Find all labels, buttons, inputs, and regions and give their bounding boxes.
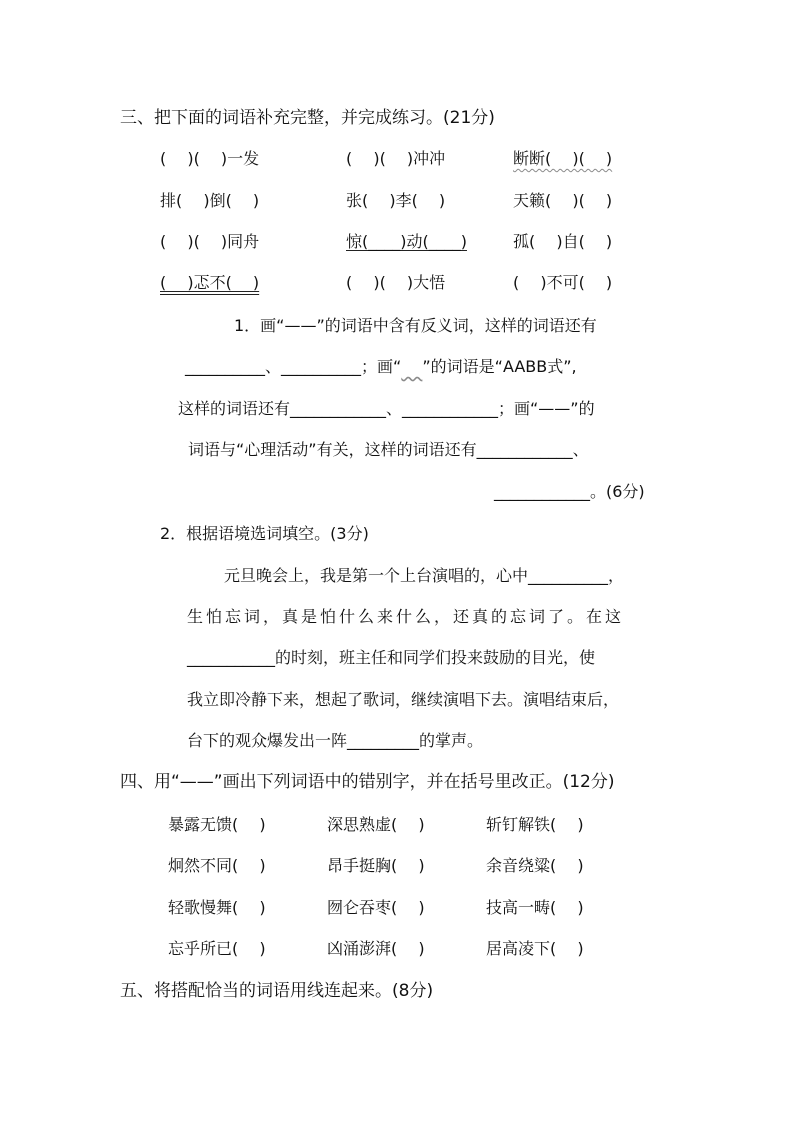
typo-item: 深思熟虚( ) (327, 815, 425, 834)
q2-text-line: 元旦晚会上，我是第一个上台演唱的，心中__________， (224, 566, 625, 585)
idiom-blank-wavy: 断断( )( ) (513, 149, 613, 168)
q1-line4: 词语与“心理活动”有关，这样的词语还有____________、 (188, 440, 589, 459)
typo-item: 暴露无馈( ) (168, 815, 266, 834)
idiom-blank: 天籁( )( ) (513, 191, 613, 210)
section5-title: 五、将搭配恰当的词语用线连起来。(8分) (120, 981, 434, 1001)
idiom-blank-double-underlined: ( )忑不( ) (160, 273, 260, 292)
wavy-mark (401, 357, 422, 376)
q2-title: 2．根据语境选词填空。(3分) (160, 524, 369, 543)
typo-item: 囫仑吞枣( ) (327, 898, 425, 917)
idiom-blank: ( )( )同舟 (160, 232, 260, 251)
typo-item: 忘乎所已( ) (168, 939, 266, 958)
typo-item: 余音绕粱( ) (486, 856, 584, 875)
q2-text-line: 生怕忘词，真是怕什么来什么，还真的忘词了。在这 (187, 607, 625, 626)
idiom-blank: 张( )李( ) (346, 191, 446, 210)
q1-line3: 这样的词语还有____________、____________；画“——”的 (178, 399, 595, 418)
q1-line2a: __________、__________；画“ (185, 357, 402, 376)
typo-item: 居高凌下( ) (486, 939, 584, 958)
section3-title: 三、把下面的词语补充完整，并完成练习。(21分) (120, 108, 495, 128)
section4-title: 四、用“——”画出下列词语中的错别字，并在括号里改正。(12分) (120, 772, 615, 792)
typo-item: 技高一畴( ) (486, 898, 584, 917)
typo-item: 凶涌澎湃( ) (327, 939, 425, 958)
idiom-blank: ( )( )大悟 (346, 273, 446, 292)
typo-item: 轻歌慢舞( ) (168, 898, 266, 917)
idiom-blank: ( )( )冲冲 (346, 149, 446, 168)
q2-text-line: 台下的观众爆发出一阵_________的掌声。 (187, 731, 484, 750)
idiom-blank: ( )不可( ) (513, 273, 613, 292)
idiom-blank-underlined: 惊(____)动(____) (346, 232, 467, 251)
q2-text-line: 我立即冷静下来，想起了歌词，继续演唱下去。演唱结束后， (187, 690, 620, 709)
q1-line1: 1．画“——”的词语中含有反义词，这样的词语还有 (234, 316, 597, 335)
typo-item: 炯然不同( ) (168, 856, 266, 875)
idiom-blank: ( )( )一发 (160, 149, 260, 168)
q1-line2b: ”的词语是“AABB式”, (422, 357, 577, 376)
idiom-blank: 排( )倒( ) (160, 191, 260, 210)
q1-line2 (185, 357, 577, 377)
idiom-blank: 孤( )自( ) (513, 232, 613, 251)
typo-item: 昂手挺胸( ) (327, 856, 425, 875)
typo-item: 斩钉解铁( ) (486, 815, 584, 834)
q2-text-line: ___________的时刻，班主任和同学们投来鼓励的目光，使 (187, 648, 596, 667)
q1-line5: ____________。(6分) (494, 482, 645, 501)
